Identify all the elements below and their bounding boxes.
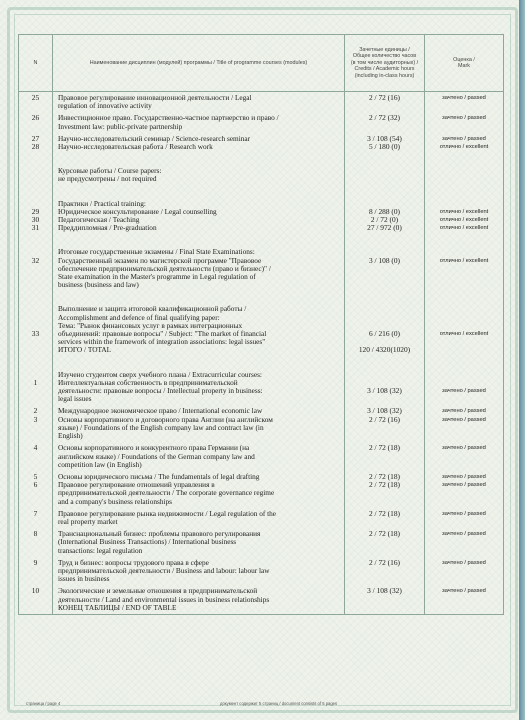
course-title: State examination in the Master's programme in Legal regulation of bbox=[58, 273, 256, 282]
spacer-row bbox=[19, 234, 504, 246]
credits-hours: 3 / 108 (32) bbox=[367, 407, 402, 416]
course-title-cell bbox=[53, 369, 345, 406]
course-mark bbox=[425, 346, 503, 354]
course-mark: зачтено / passed bbox=[442, 588, 486, 595]
table-row bbox=[19, 585, 504, 614]
table-row bbox=[19, 92, 504, 113]
credits-hours-cell bbox=[345, 165, 425, 185]
credits-hours: 3 / 108 (0) bbox=[369, 256, 400, 265]
table-row bbox=[19, 369, 504, 406]
courses-table bbox=[18, 34, 504, 615]
credits-hours: 8 / 288 (0) bbox=[369, 207, 400, 216]
credits-hours: 2 / 72 (18) bbox=[369, 472, 400, 481]
row-number: 4 bbox=[33, 444, 38, 453]
course-title: Основы корпоративного и конкурентного права Германии (на bbox=[58, 444, 250, 453]
course-mark: зачтено / passed bbox=[442, 482, 486, 489]
row-number: 32 bbox=[31, 256, 40, 265]
header-number: N bbox=[19, 35, 53, 92]
credits-hours: 3 / 108 (32) bbox=[367, 387, 402, 396]
course-title-cell bbox=[53, 112, 345, 132]
table-row bbox=[19, 528, 504, 557]
course-title: обеспечение предпринимательской деятельности (право и бизнес)" / bbox=[58, 264, 271, 273]
table-row bbox=[19, 133, 504, 153]
course-title-cell bbox=[53, 405, 345, 442]
credits-hours-cell bbox=[345, 112, 425, 132]
course-mark-cell bbox=[425, 508, 504, 528]
credits-hours: 6 / 216 (0) bbox=[369, 330, 400, 339]
course-title: Выполнение и защита итоговой квалификационной работы / bbox=[58, 305, 247, 314]
course-title-cell bbox=[53, 133, 345, 153]
course-title-cell bbox=[53, 471, 345, 508]
course-title: Международное экономическое право / International economic law bbox=[58, 407, 263, 416]
course-title-cell bbox=[53, 92, 345, 113]
course-mark-cell bbox=[425, 369, 504, 406]
course-mark: зачтено / passed bbox=[442, 95, 486, 101]
row-number: 31 bbox=[31, 224, 40, 233]
course-title-cell bbox=[53, 528, 345, 557]
credits-hours-cell bbox=[345, 442, 425, 471]
spacer-row bbox=[19, 291, 504, 303]
row-number bbox=[19, 305, 52, 313]
course-title: issues in business bbox=[58, 575, 110, 584]
course-title: Accomplishment and defence of final qualifying paper: bbox=[58, 313, 220, 322]
course-title: Итоговые государственные экзамены / Final State Examinations: bbox=[58, 248, 255, 257]
row-number: 28 bbox=[31, 143, 40, 152]
row-number-cell bbox=[19, 303, 53, 356]
header-discipline: Наименование дисциплин (модулей) программы / Title of programme courses (modules) bbox=[53, 35, 345, 92]
credits-hours: 3 / 108 (54) bbox=[367, 134, 402, 143]
course-mark-cell bbox=[425, 246, 504, 291]
course-title: Транснациональный бизнес: проблемы правового регулирования bbox=[58, 530, 261, 539]
row-number bbox=[19, 371, 52, 379]
course-mark bbox=[425, 338, 503, 346]
table-row bbox=[19, 303, 504, 356]
row-number: 30 bbox=[31, 216, 40, 225]
course-title: Преддипломная / Pre-graduation bbox=[58, 224, 157, 233]
credits-hours: 5 / 180 (0) bbox=[369, 143, 400, 152]
course-title: Юридическое консультирование / Legal counselling bbox=[58, 207, 217, 216]
credits-hours-cell bbox=[345, 585, 425, 614]
credits-hours-cell bbox=[345, 369, 425, 406]
course-title: Правовое регулирование отношений управления в bbox=[58, 481, 215, 490]
row-number: 25 bbox=[31, 94, 40, 102]
credits-hours: 2 / 72 (18) bbox=[369, 444, 400, 453]
row-number-cell bbox=[19, 508, 53, 528]
course-mark: отлично / excellent bbox=[439, 208, 489, 215]
credits-hours bbox=[345, 305, 424, 313]
header-credits: Зачетные единицы / Общее количество часов (в том числе аудиторных) / Credits / Academic hours (including in-class hours) bbox=[345, 35, 425, 92]
page-count-note: документ содержит 5 страниц / document consists of 5 pages bbox=[220, 701, 338, 706]
course-title: Основы корпоративного и договорного права Англии (на английском bbox=[58, 415, 273, 424]
course-mark bbox=[425, 248, 503, 256]
course-title: Научно-исследовательская работа / Research work bbox=[58, 143, 213, 152]
course-mark bbox=[425, 379, 503, 387]
credits-hours: 3 / 108 (32) bbox=[367, 587, 402, 596]
course-title: Тема: "Рынок финансовых услуг в рамках интеграционных bbox=[58, 321, 243, 330]
course-mark: отлично / excellent bbox=[439, 257, 489, 264]
course-mark-cell bbox=[425, 405, 504, 442]
row-number: 26 bbox=[31, 114, 40, 123]
row-number: 6 bbox=[33, 481, 38, 490]
credits-hours: 2 / 72 (16) bbox=[369, 415, 400, 424]
credits-hours-cell bbox=[345, 303, 425, 356]
course-title: (International Business Transactions) / International business bbox=[58, 538, 237, 547]
course-mark: зачтено / passed bbox=[442, 473, 486, 480]
credits-hours-cell bbox=[345, 508, 425, 528]
course-mark-cell bbox=[425, 528, 504, 557]
course-title: legal issues bbox=[58, 395, 92, 404]
row-number: 2 bbox=[33, 407, 38, 416]
spacer-row bbox=[19, 186, 504, 198]
row-number-cell bbox=[19, 557, 53, 586]
course-mark-cell bbox=[425, 198, 504, 235]
course-mark: зачтено / passed bbox=[442, 445, 486, 452]
row-number-cell bbox=[19, 198, 53, 235]
course-title: Педагогическая / Teaching bbox=[58, 216, 140, 225]
header-mark: Оценка / Mark bbox=[425, 35, 504, 92]
course-title: деятельности / Land and environmental issues in business relationships bbox=[58, 595, 270, 604]
credits-hours-cell bbox=[345, 246, 425, 291]
credits-hours-cell bbox=[345, 133, 425, 153]
course-title-cell bbox=[53, 198, 345, 235]
course-title: regulation of innovative activity bbox=[58, 102, 152, 111]
row-number-cell bbox=[19, 528, 53, 557]
course-title: объединений: правовые вопросы" / Subject: "The market of financial bbox=[58, 330, 267, 339]
course-mark: зачтено / passed bbox=[442, 115, 486, 122]
course-mark-cell bbox=[425, 471, 504, 508]
course-title: real property market bbox=[58, 517, 118, 526]
row-number: 7 bbox=[33, 509, 38, 518]
table-row bbox=[19, 471, 504, 508]
row-number: 29 bbox=[31, 207, 40, 216]
course-title: business (business and law) bbox=[58, 281, 139, 290]
row-number bbox=[19, 314, 52, 322]
table-row bbox=[19, 165, 504, 185]
course-title-cell bbox=[53, 508, 345, 528]
course-mark bbox=[425, 322, 503, 330]
table-row bbox=[19, 405, 504, 442]
spacer-row bbox=[19, 357, 504, 369]
course-title-cell bbox=[53, 165, 345, 185]
credits-hours bbox=[345, 379, 424, 387]
course-mark: зачтено / passed bbox=[442, 510, 486, 517]
course-title: Изучено студентом сверх учебного плана / Extracurricular courses: bbox=[58, 370, 262, 379]
table-row bbox=[19, 198, 504, 235]
credits-hours bbox=[345, 167, 424, 175]
course-title-cell bbox=[53, 246, 345, 291]
row-number: 9 bbox=[33, 558, 38, 567]
row-number: 33 bbox=[31, 330, 40, 339]
course-title: ИТОГО / TOTAL bbox=[58, 346, 112, 355]
course-mark: отлично / excellent bbox=[439, 144, 489, 151]
row-number: 5 bbox=[33, 472, 38, 481]
table-row bbox=[19, 246, 504, 291]
credits-hours bbox=[345, 314, 424, 322]
row-number bbox=[19, 167, 52, 175]
credits-hours bbox=[345, 200, 424, 208]
course-mark-cell bbox=[425, 585, 504, 614]
credits-hours: 120 / 4320(1020) bbox=[358, 346, 411, 355]
row-number-cell bbox=[19, 405, 53, 442]
course-mark-cell bbox=[425, 303, 504, 356]
course-title: English) bbox=[58, 432, 83, 441]
credits-hours-cell bbox=[345, 198, 425, 235]
row-number-cell bbox=[19, 165, 53, 185]
course-title: Investment law: public-private partnership bbox=[58, 122, 183, 131]
credits-hours bbox=[345, 248, 424, 256]
course-title: Экологические и земельные отношения в предпринимательской bbox=[58, 587, 258, 596]
row-number-cell bbox=[19, 112, 53, 132]
course-title: КОНЕЦ ТАБЛИЦЫ / END OF TABLE bbox=[58, 603, 177, 612]
row-number-cell bbox=[19, 585, 53, 614]
credits-hours bbox=[345, 371, 424, 379]
row-number-cell bbox=[19, 246, 53, 291]
table-row bbox=[19, 442, 504, 471]
row-number-cell bbox=[19, 471, 53, 508]
course-title: предпринимательской деятельности / Business and labour: labour law bbox=[58, 566, 270, 575]
credits-hours: 2 / 72 (16) bbox=[369, 558, 400, 567]
course-title: transactions: legal regulation bbox=[58, 546, 143, 555]
course-title: Интеллектуальная собственность в предпринимательской bbox=[58, 378, 238, 387]
course-title-cell bbox=[53, 303, 345, 356]
course-title: Правовое регулирование инновационной деятельности / Legal bbox=[58, 94, 252, 102]
credits-hours bbox=[345, 338, 424, 346]
credits-hours-cell bbox=[345, 528, 425, 557]
table-row bbox=[19, 557, 504, 586]
credits-hours: 2 / 72 (0) bbox=[370, 216, 399, 225]
course-mark-cell bbox=[425, 557, 504, 586]
course-mark bbox=[425, 200, 503, 208]
row-number: 1 bbox=[33, 378, 38, 387]
course-title: не предусмотрены / not required bbox=[58, 175, 157, 184]
credits-hours-cell bbox=[345, 405, 425, 442]
row-number bbox=[19, 248, 52, 256]
course-title: Основы юридического письма / The fundamentals of legal drafting bbox=[58, 472, 260, 481]
course-title: Курсовые работы / Course papers: bbox=[58, 167, 162, 176]
credits-hours: 2 / 72 (32) bbox=[369, 114, 400, 123]
course-mark: отлично / excellent bbox=[439, 225, 489, 232]
credits-hours: 27 / 972 (0) bbox=[367, 224, 402, 233]
row-number: 10 bbox=[31, 587, 40, 596]
course-mark bbox=[425, 305, 503, 313]
row-number-cell bbox=[19, 369, 53, 406]
credits-hours: 2 / 72 (18) bbox=[369, 481, 400, 490]
course-mark bbox=[425, 371, 503, 379]
row-number: 27 bbox=[31, 134, 40, 143]
course-title: Научно-исследовательский семинар / Science-research seminar bbox=[58, 134, 251, 143]
course-mark: зачтено / passed bbox=[442, 559, 486, 566]
credits-hours-cell bbox=[345, 557, 425, 586]
course-mark: зачтено / passed bbox=[442, 416, 486, 423]
course-title: Правовое регулирование рынка недвижимости / Legal regulation of the bbox=[58, 509, 277, 518]
credits-hours: 2 / 72 (18) bbox=[369, 530, 400, 539]
course-title: services within the framework of integration associations: legal issues" bbox=[58, 338, 266, 347]
table-header-row bbox=[19, 35, 504, 92]
table-row bbox=[19, 508, 504, 528]
course-mark-cell bbox=[425, 442, 504, 471]
course-mark: отлично / excellent bbox=[439, 217, 489, 224]
credits-hours bbox=[345, 322, 424, 330]
course-title-cell bbox=[53, 442, 345, 471]
course-mark bbox=[425, 167, 503, 175]
row-number: 3 bbox=[33, 415, 38, 424]
course-mark-cell bbox=[425, 133, 504, 153]
credits-hours-cell bbox=[345, 471, 425, 508]
course-title: деятельности: правовые вопросы / Intellectual property in business: bbox=[58, 387, 263, 396]
course-title: Практики / Practical training: bbox=[58, 199, 146, 208]
course-mark: зачтено / passed bbox=[442, 531, 486, 538]
row-number: 8 bbox=[33, 530, 38, 539]
course-title: Государственный экзамен по магистерской программе "Правовое bbox=[58, 256, 262, 265]
course-mark: зачтено / passed bbox=[442, 408, 486, 415]
credits-hours: 2 / 72 (16) bbox=[369, 94, 400, 102]
course-mark bbox=[425, 314, 503, 322]
course-title: английском языке) / Foundations of the German company law and bbox=[58, 452, 255, 461]
course-mark: зачтено / passed bbox=[442, 388, 486, 395]
course-title: языке) / Foundations of the English company law and contract law (in bbox=[58, 423, 264, 432]
course-mark: отлично / excellent bbox=[439, 331, 489, 338]
row-number-cell bbox=[19, 442, 53, 471]
course-mark-cell bbox=[425, 165, 504, 185]
course-mark-cell bbox=[425, 112, 504, 132]
credits-hours-cell bbox=[345, 92, 425, 113]
course-title: and a company's business relationships bbox=[58, 497, 172, 506]
page-edge-bar bbox=[519, 0, 525, 720]
table-row bbox=[19, 112, 504, 132]
course-title-cell bbox=[53, 557, 345, 586]
row-number bbox=[19, 200, 52, 208]
spacer-row bbox=[19, 153, 504, 165]
row-number-cell bbox=[19, 92, 53, 113]
page-number: страница / page 4 bbox=[26, 701, 61, 706]
course-title: Инвестиционное право. Государственно-частное партнерство и право / bbox=[58, 114, 279, 123]
course-title: предпринимательской деятельности / The corporate governance regime bbox=[58, 489, 275, 498]
course-title: competition law (in English) bbox=[58, 460, 142, 469]
row-number bbox=[19, 322, 52, 330]
row-number-cell bbox=[19, 133, 53, 153]
course-title-cell bbox=[53, 585, 345, 614]
credits-hours: 2 / 72 (18) bbox=[369, 509, 400, 518]
course-mark: зачтено / passed bbox=[442, 135, 486, 142]
course-title: Труд и бизнес: вопросы трудового права в сфере bbox=[58, 558, 209, 567]
course-mark-cell bbox=[425, 92, 504, 113]
